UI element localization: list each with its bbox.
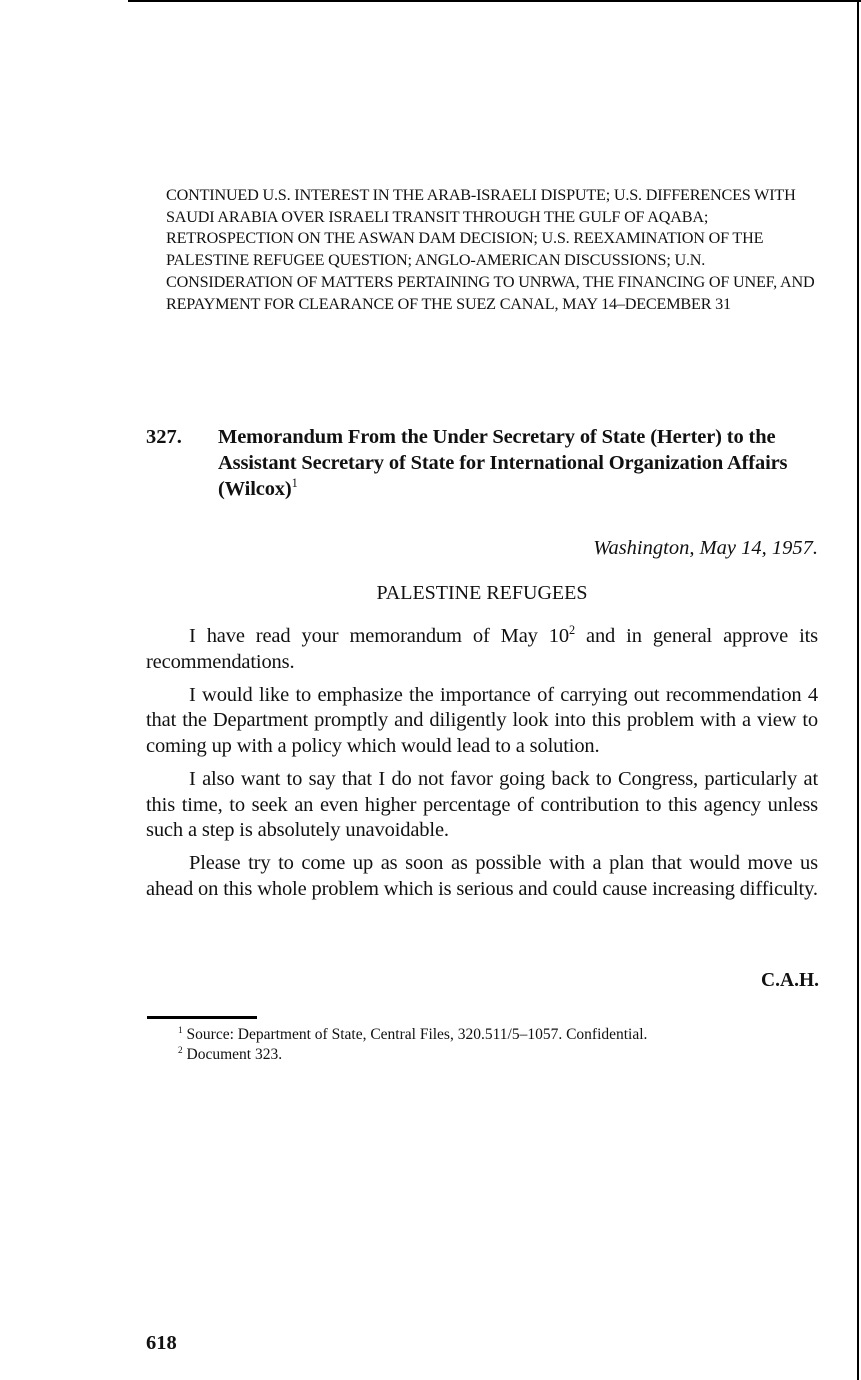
memo-body — [146, 624, 818, 910]
footnote-1-text: Source: Department of State, Central Files, 320.511/5–1057. Confidential. — [186, 1026, 648, 1043]
top-page-rule — [128, 0, 861, 2]
footnote-2 — [178, 1045, 818, 1065]
footnote-ref-1: 1 — [291, 476, 298, 491]
footnotes — [178, 1025, 818, 1064]
footnote-1 — [178, 1025, 818, 1045]
footnote-1-marker: 1 — [178, 1025, 183, 1036]
paragraph-1-part-a: I have read your memorandum of May 10 — [189, 625, 569, 647]
paragraph-2: I would like to emphasize the importance of carrying out recommendation 4 that the Department promptly and diligently look into this problem with a view to coming up with a policy which would lead to a solution. — [146, 683, 818, 757]
signature: C.A.H. — [761, 970, 819, 991]
footnote-2-marker: 2 — [178, 1045, 183, 1056]
footnote-ref-2: 2 — [568, 623, 575, 638]
footnote-2-text: Document 323. — [186, 1045, 283, 1063]
document-number: 327. — [146, 426, 182, 448]
document-title-text: Memorandum From the Under Secretary of State (Herter) to the Assistant Secretary of State for International Organization Affairs (Wilcox) — [218, 426, 788, 500]
paragraph-1-part-b: and in general approve its recommendations. — [146, 625, 818, 673]
dateline: Washington, May 14, 1957. — [593, 537, 818, 559]
subject-heading: PALESTINE REFUGEES — [376, 582, 588, 604]
paragraph-3: I also want to say that I do not favor going back to Congress, particularly at this time, to seek an even higher percentage of contribution to this agency unless such a step is absolutely unavoidable. — [146, 767, 818, 842]
chapter-heading: CONTINUED U.S. INTEREST IN THE ARAB-ISRAELI DISPUTE; U.S. DIFFERENCES WITH SAUDI ARABIA OVER ISRAELI TRANSIT THROUGH THE GULF OF AQABA; RETROSPECTION ON THE ASWAN DAM DECISION; U.S. REEXAMINATION OF THE PALESTINE REFUGEE QUESTION; ANGLO-AMERICAN DISCUSSIONS; U.N. CONSIDERATION OF MATTERS PERTAINING TO UNRWA, THE FINANCING OF UNEF, AND REPAYMENT FOR CLEARANCE OF THE SUEZ CANAL, MAY 14–DECEMBER 31 — [166, 186, 815, 313]
footnote-divider — [147, 1016, 257, 1019]
paragraph-4: Please try to come up as soon as possible with a plan that would move us ahead on this whole problem which is serious and could cause increasing difficulty. — [146, 852, 818, 900]
paragraph-1 — [146, 624, 818, 675]
page-number: 618 — [146, 1332, 177, 1354]
document-title — [218, 424, 818, 502]
right-page-edge — [857, 0, 859, 1380]
